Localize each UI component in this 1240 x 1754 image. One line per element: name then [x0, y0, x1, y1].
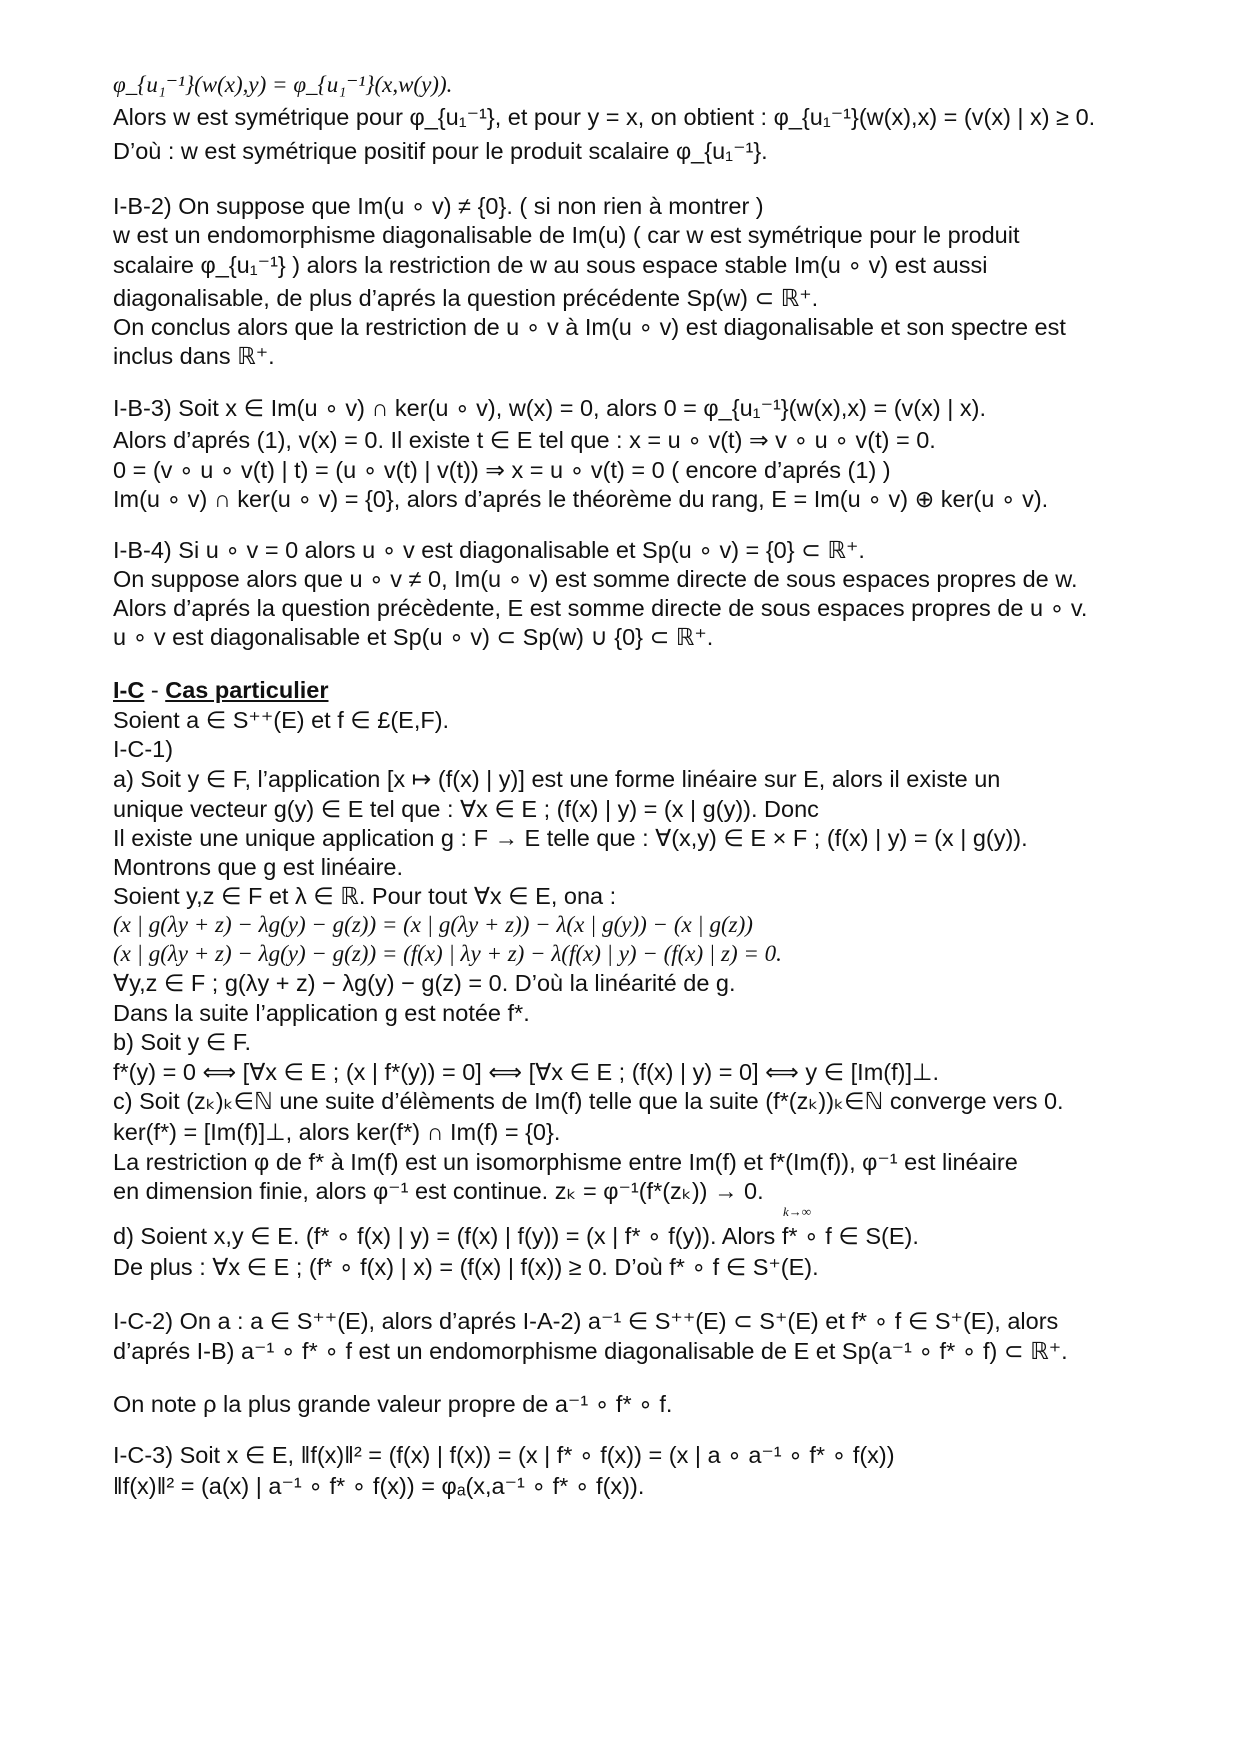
text-line: Il existe une unique application g : F → E telle que : ∀(x,y) ∈ E × F ; (f(x) | y) = (x | g(y)).: [113, 825, 1028, 851]
text-line: u ∘ v est diagonalisable et Sp(u ∘ v) ⊂ Sp(w) ∪ {0} ⊂ ℝ⁺.: [113, 624, 714, 650]
text-line: inclus dans ℝ⁺.: [113, 343, 275, 369]
text-line: b) Soit y ∈ F.: [113, 1029, 252, 1055]
text-line: Dans la suite l’application g est notée f*.: [113, 1000, 530, 1026]
text-line: d) Soient x,y ∈ E. (f* ∘ f(x) | y) = (f(x) | f(y)) = (x | f* ∘ f(y)). Alors f* ∘ f ∈ S(E).: [113, 1223, 919, 1249]
text-line: ker(f*) = [Im(f)]⊥, alors ker(f*) ∩ Im(f) = {0}.: [113, 1119, 561, 1145]
text-line: On note ρ la plus grande valeur propre de a⁻¹ ∘ f* ∘ f.: [113, 1391, 673, 1417]
text-line: I-B-4) Si u ∘ v = 0 alors u ∘ v est diagonalisable et Sp(u ∘ v) = {0} ⊂ ℝ⁺.: [113, 537, 865, 563]
section-separator: -: [144, 677, 166, 703]
text-line: (x | g(λy + z) − λg(y) − g(z)) = (f(x) | λy + z) − λ(f(x) | y) − (f(x) | z) = 0.: [113, 941, 782, 966]
text-line: I-B-3) Soit x ∈ Im(u ∘ v) ∩ ker(u ∘ v), w(x) = 0, alors 0 = φ_{u₁⁻¹}(w(x),x) = (v(x) | x).: [113, 395, 986, 421]
text-line: I-C-1): [113, 736, 174, 762]
text-line: D’où : w est symétrique positif pour le produit scalaire φ_{u₁⁻¹}.: [113, 138, 768, 164]
text-line: De plus : ∀x ∈ E ; (f* ∘ f(x) | x) = (f(x) | f(x)) ≥ 0. D’où f* ∘ f ∈ S⁺(E).: [113, 1254, 819, 1280]
text-line: w est un endomorphisme diagonalisable de Im(u) ( car w est symétrique pour le produit: [113, 222, 1020, 248]
text-line: (x | g(λy + z) − λg(y) − g(z)) = (x | g(λy + z)) − λ(x | g(y)) − (x | g(z)): [113, 912, 753, 937]
text-line: Soient y,z ∈ F et λ ∈ ℝ. Pour tout ∀x ∈ E, ona :: [113, 883, 617, 909]
text-line: unique vecteur g(y) ∈ E tel que : ∀x ∈ E ; (f(x) | y) = (x | g(y)). Donc: [113, 796, 819, 822]
text-line: c) Soit (zₖ)ₖ∈ℕ une suite d’élèments de Im(f) telle que la suite (f*(zₖ))ₖ∈ℕ converge vers 0.: [113, 1088, 1064, 1114]
text-line: a) Soit y ∈ F, l’application [x ↦ (f(x) | y)] est une forme linéaire sur E, alors il existe un: [113, 766, 1001, 792]
text-line: Alors w est symétrique pour φ_{u₁⁻¹}, et pour y = x, on obtient : φ_{u₁⁻¹}(w(x),x) = (v(x) | x) ≥ 0.: [113, 104, 1096, 130]
section-title: Cas particulier: [165, 677, 329, 703]
text-line: scalaire φ_{u₁⁻¹} ) alors la restriction de w au sous espace stable Im(u ∘ v) est aussi: [113, 252, 988, 278]
text-line: Alors d’aprés (1), v(x) = 0. Il existe t ∈ E tel que : x = u ∘ v(t) ⇒ v ∘ u ∘ v(t) = 0.: [113, 427, 936, 453]
text-line: Soient a ∈ S⁺⁺(E) et f ∈ £(E,F).: [113, 707, 450, 733]
limit-subscript: k→∞: [783, 1204, 812, 1219]
text-line: ‖f(x)‖² = (a(x) | a⁻¹ ∘ f* ∘ f(x)) = φₐ(x,a⁻¹ ∘ f* ∘ f(x)).: [113, 1473, 645, 1499]
text-line: Montrons que g est linéaire.: [113, 854, 403, 880]
text-line: Im(u ∘ v) ∩ ker(u ∘ v) = {0}, alors d’aprés le théorème du rang, E = Im(u ∘ v) ⊕ ker(u ∘ v).: [113, 486, 1049, 512]
text-line: La restriction φ de f* à Im(f) est un isomorphisme entre Im(f) et f*(Im(f)), φ⁻¹ est linéaire: [113, 1149, 1018, 1175]
section-code: I-C: [113, 677, 145, 703]
text-line: d’aprés I-B) a⁻¹ ∘ f* ∘ f est un endomorphisme diagonalisable de E et Sp(a⁻¹ ∘ f* ∘ f) ⊂ ℝ⁺.: [113, 1338, 1068, 1364]
text-line: I-C-2) On a : a ∈ S⁺⁺(E), alors d’aprés I-A-2) a⁻¹ ∈ S⁺⁺(E) ⊂ S⁺(E) et f* ∘ f ∈ S⁺(E), alors: [113, 1308, 1059, 1334]
text-line: I-B-2) On suppose que Im(u ∘ v) ≠ {0}. ( si non rien à montrer ): [113, 193, 764, 219]
text-line: Alors d’aprés la question précèdente, E est somme directe de sous espaces propres de u ∘ v.: [113, 595, 1088, 621]
text-line: On suppose alors que u ∘ v ≠ 0, Im(u ∘ v) est somme directe de sous espaces propres de w.: [113, 566, 1078, 592]
text-line: f*(y) = 0 ⟺ [∀x ∈ E ; (x | f*(y)) = 0] ⟺ [∀x ∈ E ; (f(x) | y) = 0] ⟺ y ∈ [Im(f)]⊥.: [113, 1059, 939, 1085]
text-line: en dimension finie, alors φ⁻¹ est continue. zₖ = φ⁻¹(f*(zₖ)) → 0.: [113, 1178, 764, 1204]
text-line: φ_{u₁⁻¹}(w(x),y) = φ_{u₁⁻¹}(x,w(y)).: [113, 72, 453, 97]
text-line: 0 = (v ∘ u ∘ v(t) | t) = (u ∘ v(t) | v(t)) ⇒ x = u ∘ v(t) = 0 ( encore d’aprés (1) ): [113, 457, 891, 483]
text-line: I-C-3) Soit x ∈ E, ‖f(x)‖² = (f(x) | f(x)) = (x | f* ∘ f(x)) = (x | a ∘ a⁻¹ ∘ f* ∘ f(x)): [113, 1442, 895, 1468]
text-line: ∀y,z ∈ F ; g(λy + z) − λg(y) − g(z) = 0. D’où la linéarité de g.: [113, 970, 736, 996]
text-line: On conclus alors que la restriction de u ∘ v à Im(u ∘ v) est diagonalisable et son spectre est: [113, 314, 1066, 340]
section-heading: [113, 675, 328, 705]
text-line: diagonalisable, de plus d’aprés la question précédente Sp(w) ⊂ ℝ⁺.: [113, 285, 819, 311]
